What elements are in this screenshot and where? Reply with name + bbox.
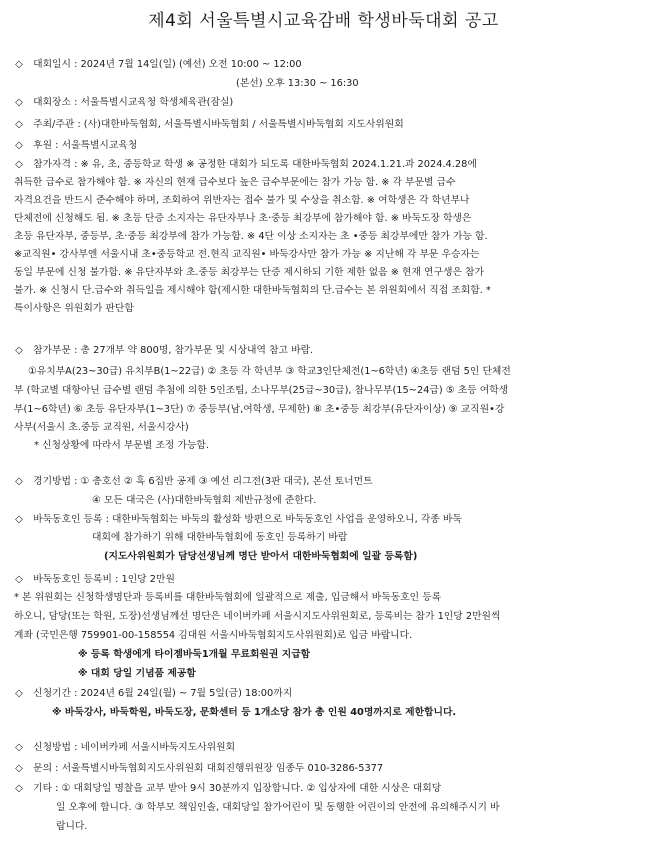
fee-line: 계좌 (국민은행 759901-00-158554 김대원 서울시바둑협회지도사위원회)로 입금 바랍니다. bbox=[14, 630, 413, 641]
section-date bbox=[14, 59, 302, 71]
bullet-diamond-icon: ◇ bbox=[15, 783, 23, 794]
section-venue bbox=[14, 97, 233, 109]
bullet-diamond-icon: ◇ bbox=[15, 59, 23, 70]
divisions-line: ①유치부A(23~30급) 유치부B(1~22급) ② 초등 각 학년부 ③ 학교3인단체전(1~6학년) ④초등 랜덤 5인 단체전 bbox=[28, 366, 511, 377]
apply-line: 신청방법 : 네이버카페 서울시바둑지도사위원회 bbox=[33, 742, 236, 753]
club-line: 바둑동호인 등록 : 대한바둑협회는 바둑의 활성화 방편으로 바둑동호인 사업을 운영하오니, 각종 바둑 bbox=[33, 514, 462, 525]
eligibility-line: ※교직원• 강사부엔 서울시내 초•중등학교 전.현직 교직원• 바둑강사만 참가 가능 ※ 지난해 각 부문 우승자는 bbox=[14, 249, 480, 260]
bullet-diamond-icon: ◇ bbox=[15, 688, 23, 699]
club-line: (지도사위원회가 담당선생님께 명단 받아서 대한바둑협회에 일괄 등록함) bbox=[104, 551, 418, 562]
bullet-diamond-icon: ◇ bbox=[15, 574, 23, 585]
bullet-diamond-icon: ◇ bbox=[15, 476, 23, 487]
fee-benefit: ※ 등록 학생에게 타이젬바둑1개월 무료회원권 지급함 bbox=[78, 649, 311, 660]
bullet-diamond-icon: ◇ bbox=[15, 159, 23, 170]
bullet-diamond-icon: ◇ bbox=[15, 514, 23, 525]
method-line: ④ 모든 대국은 (사)대한바둑협회 제반규정에 준한다. bbox=[92, 495, 317, 506]
venue-line: 대회장소 : 서울특별시교육청 학생체육관(잠실) bbox=[33, 97, 234, 108]
eligibility-line: 불가. ※ 신청시 단.급수와 취득일을 제시해야 함(제시한 대한바둑협회의 단.급수는 본 위원회에서 직접 조회함. * bbox=[14, 285, 491, 296]
page-title: 제4회 서울특별시교육감배 학생바둑대회 공고 bbox=[148, 11, 499, 31]
section-host bbox=[14, 119, 404, 131]
etc-line: 랍니다. bbox=[56, 821, 88, 832]
eligibility-line: 참가자격 : ※ 유, 초, 중등학교 학생 ※ 공정한 대회가 되도록 대한바둑협회 2024.1.21.과 2024.4.28에 bbox=[33, 159, 477, 170]
divisions-note: * 신청상황에 따라서 부문별 조정 가능함. bbox=[34, 440, 210, 451]
section-method bbox=[14, 476, 373, 488]
divisions-line: 부(1~6학년) ⑥ 초등 유단자부(1~3단) ⑦ 중등부(남,여학생, 무제한) ⑧ 초•중등 최강부(유단자이상) ⑨ 교직원•강 bbox=[14, 404, 505, 415]
divisions-line: 참가부문 : 총 27개부 약 800명, 참가부문 및 시상내역 참고 바람. bbox=[33, 345, 314, 356]
sponsor-line: 후원 : 서울특별시교육청 bbox=[33, 140, 138, 151]
section-etc bbox=[14, 783, 441, 795]
bullet-diamond-icon: ◇ bbox=[15, 345, 23, 356]
eligibility-line: 자격요건을 반드시 준수해야 하며, 조회하여 위반자는 접수 불가 및 수상을 취소함. ※ 여학생은 각 학년부나 bbox=[14, 195, 470, 206]
section-sponsor bbox=[14, 140, 137, 152]
section-eligibility bbox=[14, 159, 477, 171]
method-line: 경기방법 : ① 총호선 ② 흑 6집반 공제 ③ 예선 리그전(3판 대국), 본선 토너먼트 bbox=[33, 476, 373, 487]
etc-line: 일 오후에 합니다. ③ 학부모 책임인솔, 대회당일 참가어린이 및 동행한 어린이의 안전에 유의해주시기 바 bbox=[56, 802, 500, 813]
section-period bbox=[14, 688, 292, 700]
bullet-diamond-icon: ◇ bbox=[15, 140, 23, 151]
section-contact bbox=[14, 763, 383, 775]
eligibility-line: 초등 유단자부, 중등부, 초·중등 최강부에 참가 가능함. ※ 4단 이상 소지자는 초 •중등 최강부에만 참가 가능 함. bbox=[14, 231, 488, 242]
eligibility-line: 취득한 급수로 참가해야 함. ※ 자신의 현재 급수보다 높은 급수부문에는 참가 가능 함. ※ 각 부문별 급수 bbox=[14, 177, 456, 188]
etc-line: 기타 : ① 대회당일 명찰을 교부 받아 9시 30분까지 입장합니다. ② 입상자에 대한 시상은 대회당 bbox=[33, 783, 442, 794]
eligibility-line: 동일 부문에 신청 불가함. ※ 유단자부와 초.중등 최강부는 단증 제시하되 기한 제한 없음 ※ 현재 연구생은 참가 bbox=[14, 267, 484, 278]
section-apply bbox=[14, 742, 235, 754]
eligibility-line: 특이사항은 위원회가 판단함 bbox=[14, 303, 134, 314]
fee-benefit: ※ 대회 당일 기념품 제공함 bbox=[78, 668, 196, 679]
date-line-2: (본선) 오후 13:30 ~ 16:30 bbox=[236, 78, 359, 89]
fee-line: * 본 위원회는 신청학생명단과 등록비를 대한바둑협회에 일괄적으로 제출, 입금해서 바둑동호인 등록 bbox=[14, 592, 442, 603]
section-club bbox=[14, 514, 462, 526]
period-note: ※ 바둑강사, 바둑학원, 바둑도장, 문화센터 등 1개소당 참가 총 인원 40명까지로 제한합니다. bbox=[52, 707, 457, 718]
period-line: 신청기간 : 2024년 6월 24일(월) ~ 7월 5일(금) 18:00까지 bbox=[33, 688, 293, 699]
bullet-diamond-icon: ◇ bbox=[15, 742, 23, 753]
eligibility-line: 단체전에 신청해도 됨. ※ 초등 단증 소지자는 유단자부나 초·중등 최강부에 참가해야 함. ※ 바둑도장 학생은 bbox=[14, 213, 472, 224]
section-fee bbox=[14, 574, 175, 586]
divisions-line: 부 (학교별 대항아닌 급수별 랜덤 추첨에 의한 5인조팀, 소나무부(25급~30급), 참나무부(15~24급) ⑤ 초등 여학생 bbox=[14, 385, 509, 396]
fee-line: 하오니, 담당(또는 학원, 도장)선생님께선 명단은 네이버카페 서울시지도사위원회로, 등록비는 참가 1인당 2만원씩 bbox=[14, 611, 501, 622]
fee-line: 바둑동호인 등록비 : 1인당 2만원 bbox=[33, 574, 175, 585]
bullet-diamond-icon: ◇ bbox=[15, 97, 23, 108]
club-line: 대회에 참가하기 위해 대한바둑협회에 동호인 등록하기 바람 bbox=[92, 532, 348, 543]
divisions-line: 사부(서울시 초.중등 교직원, 서울시강사) bbox=[14, 422, 189, 433]
contact-line: 문의 : 서울특별시바둑협회지도사위원회 대회진행위원장 임종두 010-3286-5377 bbox=[33, 763, 384, 774]
host-line: 주최/주관 : (사)대한바둑협회, 서울특별시바둑협회 / 서울특별시바둑협회 지도사위원회 bbox=[33, 119, 404, 130]
bullet-diamond-icon: ◇ bbox=[15, 119, 23, 130]
section-divisions bbox=[14, 345, 313, 357]
date-line: 대회일시 : 2024년 7월 14일(일) (예선) 오전 10:00 ~ 12:00 bbox=[33, 59, 302, 70]
bullet-diamond-icon: ◇ bbox=[15, 763, 23, 774]
